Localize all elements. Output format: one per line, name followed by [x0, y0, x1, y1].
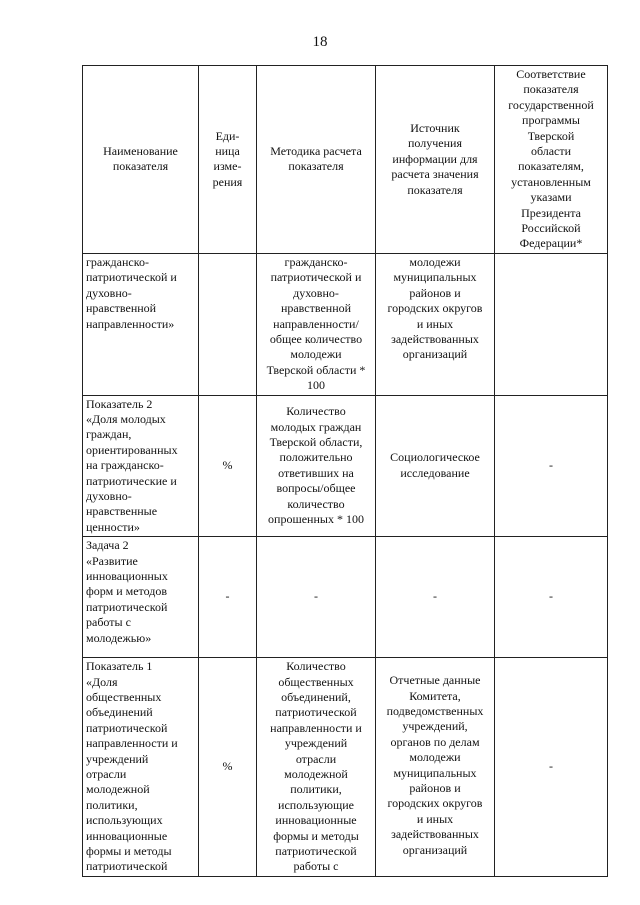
cell-unit: % [199, 395, 257, 537]
cell-unit: - [199, 537, 257, 658]
cell-method: - [257, 537, 376, 658]
table-row [83, 658, 608, 877]
cell-compliance: - [495, 395, 608, 537]
cell-name: гражданско- патриотической и духовно- нравственной направленности» [83, 253, 199, 395]
cell-source: - [376, 537, 495, 658]
cell-unit [199, 253, 257, 395]
cell-unit: % [199, 658, 257, 877]
cell-source: Отчетные данные Комитета, подведомственных учреждений, органов по делам молодежи муниципальных районов и городских округов и иных задействованных организаций [376, 658, 495, 877]
cell-source: молодежи муниципальных районов и городских округов и иных задействованных организаций [376, 253, 495, 395]
cell-source: Социологическое исследование [376, 395, 495, 537]
cell-name: Показатель 1 «Доля общественных объединений патриотической направленности и учреждений отрасли молодежной политики, использующих инновационные формы и методы патриотической [83, 658, 199, 877]
cell-method: Количество общественных объединений, патриотической направленности и учреждений отрасли молодежной политики, использующие инновационные формы и методы патриотической работы с [257, 658, 376, 877]
header-source: Источник получения информации для расчета значения показателя [376, 66, 495, 254]
cell-compliance: - [495, 658, 608, 877]
header-unit: Еди- ница изме- рения [199, 66, 257, 254]
cell-compliance: - [495, 537, 608, 658]
cell-method: гражданско- патриотической и духовно- нравственной направленности/ общее количество молодежи Тверской области * 100 [257, 253, 376, 395]
indicators-table [82, 65, 608, 877]
cell-method: Количество молодых граждан Тверской области, положительно ответивших на вопросы/общее количество опрошенных * 100 [257, 395, 376, 537]
cell-compliance [495, 253, 608, 395]
page-number: 18 [312, 34, 328, 50]
header-method: Методика расчета показателя [257, 66, 376, 254]
table-row [83, 395, 608, 537]
table-row [83, 537, 608, 658]
header-name: Наименование показателя [83, 66, 199, 254]
table-row [83, 253, 608, 395]
header-compliance: Соответствие показателя государственной программы Тверской области показателям, установленным указами Президента Российской Федерации* [495, 66, 608, 254]
table-header-row [83, 66, 608, 254]
cell-name: Показатель 2 «Доля молодых граждан, ориентированных на гражданско- патриотические и духовно- нравственные ценности» [83, 395, 199, 537]
cell-name: Задача 2 «Развитие инновационных форм и методов патриотической работы с молодежью» [83, 537, 199, 658]
